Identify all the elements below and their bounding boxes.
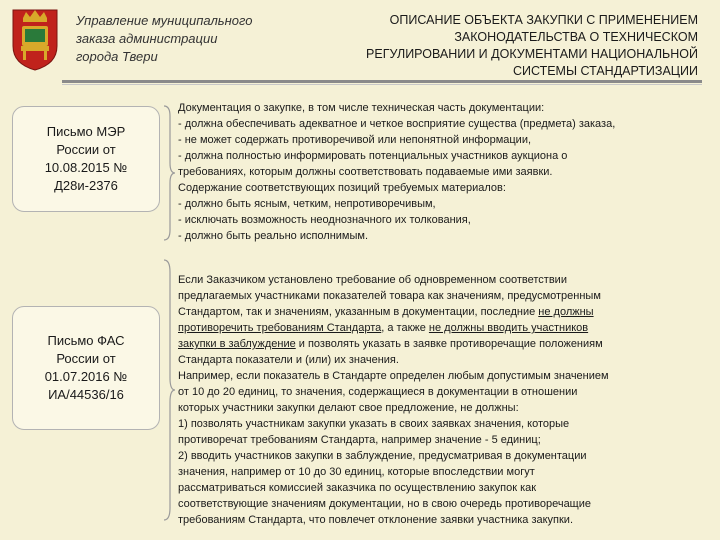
brace-icon [162, 104, 176, 242]
text-line [178, 320, 700, 336]
underlined-segment: противоречить требованиям Стандарта [178, 322, 382, 334]
letter-line: Письмо МЭР [46, 124, 126, 139]
organization-name [76, 12, 276, 66]
letter-line: 01.07.2016 № [44, 369, 128, 384]
letter-line: России от [56, 142, 116, 157]
letter-line: Письмо ФАС [47, 333, 125, 348]
title-line: СИСТЕМЫ СТАНДАРТИЗАЦИИ [512, 64, 698, 78]
letter-line: ИА/44536/16 [48, 387, 124, 402]
text-line: противоречат требованиям Стандарта, например значение - 5 единиц; [178, 434, 541, 446]
text-line: предлагаемых участниками показателей товара как значениям, предусмотренным [178, 290, 601, 302]
org-line: заказа администрации [76, 31, 218, 46]
text-line: - исключать возможность неоднозначного их толкования, [178, 214, 471, 226]
text-line: - не может содержать противоречивой или непонятной информации, [178, 134, 532, 146]
text-line: значения, например от 10 до 30 единиц, которые впоследствии могут [178, 466, 535, 478]
underlined-segment: не должны вводить участников [428, 322, 589, 334]
text-segment: Стандартом, так и значениям, указанным в документации, последние [178, 306, 539, 318]
text-line: которых участники закупки делают свое предложение, не должны: [178, 402, 519, 414]
text-line: 2) вводить участников закупки в заблуждение, предусматривая в документации [178, 450, 587, 462]
section-fas-text [178, 272, 700, 528]
letter-fas-box [12, 306, 160, 430]
title-line: ЗАКОНОДАТЕЛЬСТВА О ТЕХНИЧЕСКОМ [454, 30, 698, 44]
text-line: Содержание соответствующих позиций требуемых материалов: [178, 182, 506, 194]
org-line: города Твери [76, 49, 158, 64]
underlined-segment: не должны [538, 306, 594, 318]
text-line [178, 304, 700, 320]
text-line: Документация о закупке, в том числе техническая часть документации: [178, 102, 545, 114]
text-line: - должна обеспечивать адекватное и четкое восприятие существа (предмета) заказа, [178, 118, 616, 130]
text-segment: , а также [381, 322, 429, 334]
text-line: от 10 до 20 единиц, то значения, содержащиеся в документации в отношении [178, 386, 578, 398]
org-line: Управление муниципального [76, 13, 253, 28]
text-line: рассматриваться комиссией заказчика по осуществлению закупок как [178, 482, 537, 494]
title-line: РЕГУЛИРОВАНИИ И ДОКУМЕНТАМИ НАЦИОНАЛЬНОЙ [366, 47, 698, 61]
text-line: Стандарта показатели и (или) их значения. [178, 354, 399, 366]
text-line: - должно быть ясным, четким, непротиворечивым, [178, 198, 436, 210]
text-line: - должна полностью информировать потенциальных участников аукциона о [178, 150, 568, 162]
tver-coat-of-arms-icon [10, 6, 60, 72]
title-line: ОПИСАНИЕ ОБЪЕКТА ЗАКУПКИ С ПРИМЕНЕНИЕМ [389, 13, 698, 27]
brace-icon [162, 258, 176, 522]
text-line: Например, если показатель в Стандарте определен любым допустимым значением [178, 370, 609, 382]
header-divider [62, 80, 702, 83]
header-divider-thin [62, 84, 702, 85]
letter-line: Д28и-2376 [54, 178, 118, 193]
text-line [178, 336, 700, 352]
underlined-segment: закупки в заблуждение [178, 338, 296, 350]
text-segment: и позволять указать в заявке противоречащие положениям [295, 338, 603, 350]
text-line: - должно быть реально исполнимым. [178, 230, 369, 242]
text-line: соответствующие значениям документации, но в свою очередь противоречащие [178, 498, 591, 510]
section-mer-text [178, 100, 708, 244]
page-title [298, 12, 698, 80]
text-line: 1) позволять участникам закупки указать в своих заявках значения, которые [178, 418, 570, 430]
text-line: требованиях, которым должны соответствовать подаваемые ими заявки. [178, 166, 553, 178]
text-line: требованиям Стандарта, что повлечет отклонение заявки участника закупки. [178, 514, 574, 526]
letter-line: России от [56, 351, 116, 366]
text-line: Если Заказчиком установлено требование об одновременном соответствии [178, 274, 567, 286]
letter-mer-box [12, 106, 160, 212]
letter-line: 10.08.2015 № [44, 160, 128, 175]
